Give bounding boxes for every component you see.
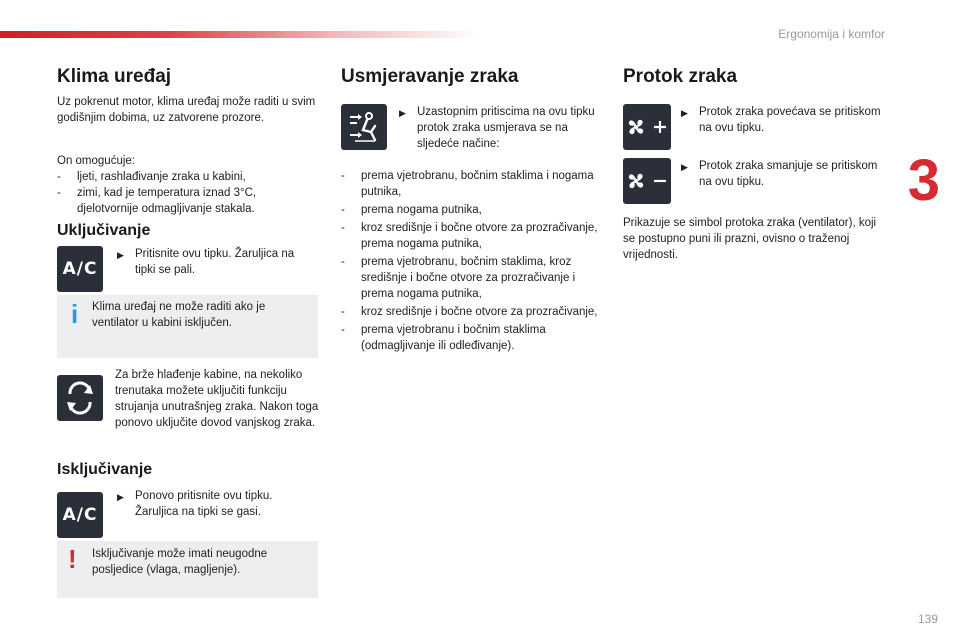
arrow-bullet-icon: ▶ bbox=[681, 108, 688, 118]
recirc-text: Za brže hlađenje kabine, na nekoliko trenutaka možete uključiti funkciju strujanja unutrašnjeg zraka. Nakon toga ponovo uključite dovod vanjskog zraka. bbox=[115, 369, 319, 429]
list-item: - kroz središnje i bočne otvore za prozračivanje, bbox=[341, 306, 598, 318]
section-title-protok: Protok zraka bbox=[623, 66, 738, 87]
subsection-title-on: Uključivanje bbox=[57, 222, 151, 239]
arrow-bullet-icon: ▶ bbox=[117, 492, 124, 502]
ac-icon: A/C bbox=[57, 492, 103, 538]
info-icon: i bbox=[71, 299, 79, 329]
info-text: Klima uređaj ne može raditi ako je ventilator u kabini isključen. bbox=[92, 301, 266, 329]
distribution-modes-list bbox=[341, 168, 603, 356]
fan-minus-icon bbox=[623, 158, 671, 204]
section-title-klima: Klima uređaj bbox=[57, 66, 172, 87]
header-title: Ergonomija i komfor bbox=[778, 27, 885, 41]
section-title-usmjeravanje: Usmjeravanje zraka bbox=[341, 66, 519, 87]
list-item: - prema vjetrobranu i bočnim staklima (odmagljivanje ili odleđivanje). bbox=[341, 324, 546, 352]
list-item: - prema vjetrobranu, bočnim staklima, kroz središnje i bočne otvore za prozračivanje i prema nogama putnika, bbox=[341, 256, 576, 300]
list-item: - ljeti, rashlađivanje zraka u kabini, bbox=[57, 171, 246, 183]
chapter-number: 3 bbox=[907, 148, 940, 213]
fan-plus-icon bbox=[623, 104, 671, 150]
warning-icon: ! bbox=[68, 544, 77, 574]
air-distribution-icon bbox=[341, 104, 387, 150]
fan-symbol-note: Prikazuje se simbol protoka zraka (ventilator), koji se postupno puni ili prazni, ovisno o traženoj vrijednosti. bbox=[623, 217, 877, 261]
subsection-title-off: Isključivanje bbox=[57, 461, 153, 478]
arrow-bullet-icon: ▶ bbox=[399, 108, 406, 118]
info-box bbox=[57, 295, 318, 358]
arrow-bullet-icon: ▶ bbox=[117, 250, 124, 260]
header-accent-bar bbox=[0, 31, 480, 38]
recirculation-icon bbox=[57, 375, 103, 421]
increase-instruction: ▶ Protok zraka povećava se pritiskom na ovu tipku. bbox=[681, 106, 881, 134]
list-item: - zimi, kad je temperatura iznad 3°C, djelotvornije odmagljivanje stakala. bbox=[57, 187, 257, 215]
off-instruction: ▶ Ponovo pritisnite ovu tipku. Žaruljica na tipki se gasi. bbox=[117, 490, 273, 518]
list-item: - kroz središnje i bočne otvore za prozračivanje, prema nogama putnika, bbox=[341, 222, 598, 250]
warning-text: Isključivanje može imati neugodne posljedice (vlaga, magljenje). bbox=[92, 548, 268, 576]
list-item: - prema nogama putnika, bbox=[341, 204, 482, 216]
page-number: 139 bbox=[917, 612, 938, 626]
warning-box bbox=[57, 541, 318, 598]
klima-intro: Uz pokrenut motor, klima uređaj može raditi u svim godišnjim dobima, uz zatvorene prozore. bbox=[57, 96, 316, 124]
on-instruction: ▶ Pritisnite ovu tipku. Žaruljica na tipki se pali. bbox=[117, 248, 295, 276]
ac-icon: A/C bbox=[57, 246, 103, 292]
klima-enables-label: On omogućuje: bbox=[57, 155, 135, 167]
klima-enables-list bbox=[57, 169, 319, 217]
arrow-bullet-icon: ▶ bbox=[681, 162, 688, 172]
list-item: - prema vjetrobranu, bočnim staklima i nogama putnika, bbox=[341, 170, 594, 198]
decrease-instruction: ▶ Protok zraka smanjuje se pritiskom na ovu tipku. bbox=[681, 160, 878, 188]
distribution-instruction: ▶ Uzastopnim pritiscima na ovu tipku protok zraka usmjerava se na sljedeće načine: bbox=[399, 106, 595, 150]
